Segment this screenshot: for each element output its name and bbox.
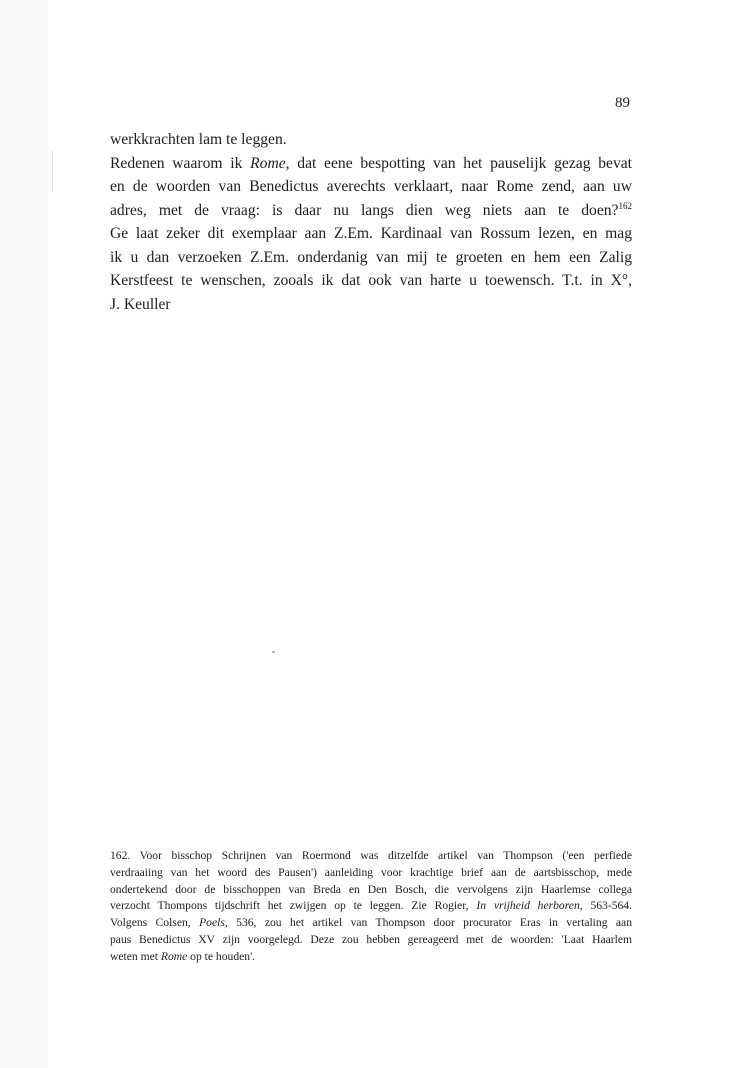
book-title-in-vrijheid-herboren: In vrijheid herboren — [476, 899, 580, 913]
footnote-line-1: 162. Voor bisschop Schrijnen van Roermond was ditzelfde artikel van Thompson ('een perfiede — [110, 849, 632, 862]
footnote-line-7: weten met Rome op te houden'. — [110, 949, 256, 963]
scan-margin-mark — [52, 150, 53, 192]
letter-body — [110, 128, 632, 316]
footnote-reference[interactable]: 162 — [618, 200, 632, 211]
scan-speck — [272, 651, 275, 653]
footnote-line-6: paus Benedictus XV zijn voorgelegd. Deze zou hebben gereageerd met de woorden: 'Laat Haarlem — [110, 932, 632, 946]
book-title-poels: Poels — [199, 916, 225, 930]
body-line-5: Ge laat zeker dit exemplaar aan Z.Em. Kardinaal van Rossum lezen, en mag — [110, 225, 632, 242]
signature: J. Keuller — [110, 295, 171, 313]
body-line-1: werkkrachten lam te leggen. — [110, 131, 287, 148]
body-line-7: Kerstfeest te wenschen, zooals ik dat ook van harte u toewensch. T.t. in X°, — [110, 272, 632, 289]
rome-title: Rome — [250, 154, 286, 172]
page-number: 89 — [615, 95, 630, 111]
footnote-line-2: verdraaiing van het woord des Pausen') aanleiding voor krachtige brief aan de aartsbisschop, mede — [110, 865, 632, 879]
rome-title-footnote: Rome — [160, 949, 188, 963]
footnote-line-3: ondertekend door de bisschoppen van Breda en Den Bosch, die vervolgens zijn Haarlemse collega — [110, 882, 632, 896]
footnote-line-5: Volgens Colsen, Poels, 536, zou het artikel van Thompson door procurator Eras in vertaling aan — [110, 916, 632, 930]
body-line-3: en de woorden van Benedictus averechts verklaart, naar Rome zend, aan uw — [110, 178, 632, 195]
scan-margin-shade — [0, 0, 48, 1068]
body-line-4: adres, met de vraag: is daar nu langs dien weg niets aan te doen?$^{162}$ — [110, 200, 632, 219]
footnote-line-4: verzocht Thompons tijdschrift het zwijgen op te leggen. Zie Rogier, In vrijheid herboren, 563-564. — [110, 899, 632, 913]
body-line-6: ik u dan verzoeken Z.Em. onderdanig van mij te groeten en hem een Zalig — [110, 248, 632, 266]
footnote-162 — [110, 848, 632, 966]
body-line-2: Redenen waarom ik Rome, dat eene bespotting van het pauselijk gezag bevat — [110, 154, 632, 172]
